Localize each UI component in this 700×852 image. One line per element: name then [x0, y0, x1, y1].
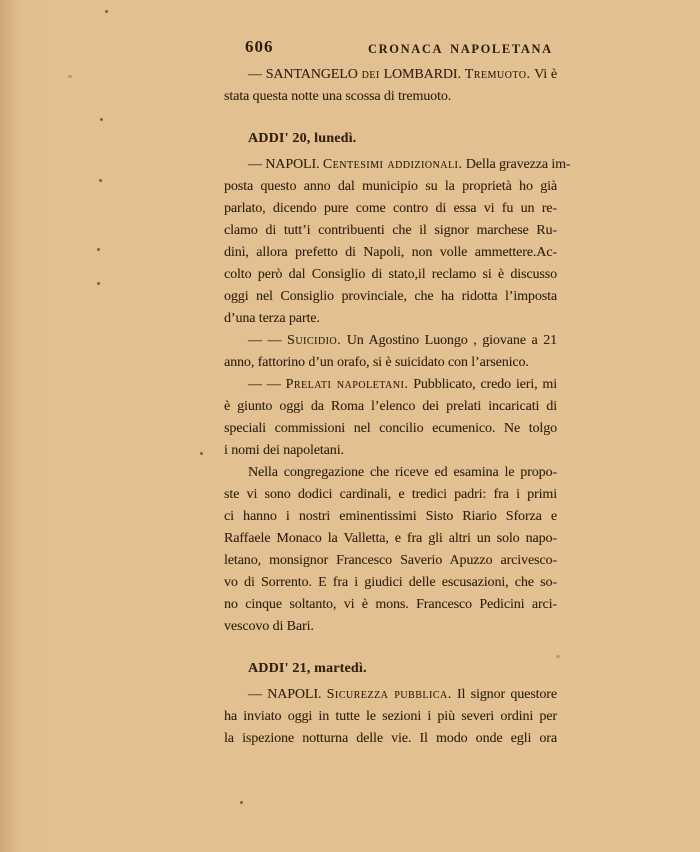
- text-line: vo di Sorrento. E fra i giudici delle escusazioni, che so-: [224, 575, 557, 590]
- date-heading-addi-21: ADDI' 21, martedì.: [248, 661, 367, 676]
- paragraph-prelati-napoletani: [224, 374, 557, 462]
- text-line: parlato, dicendo pure come contro di essa vi fu un re-: [224, 201, 557, 216]
- paragraph-congregazione: [224, 462, 557, 638]
- text-line: Nella congregazione che riceve ed esamina le propo-: [248, 465, 557, 480]
- text-segment: Della gravezza im-: [462, 157, 571, 172]
- text-line: [224, 154, 571, 176]
- paper-speck: [240, 801, 243, 804]
- paper-speck: [97, 248, 100, 251]
- text-line: no cinque soltanto, vi è mons. Francesco Pedicini arci-: [224, 597, 557, 612]
- date-heading-addi-20: ADDI' 20, lunedì.: [248, 131, 357, 146]
- text-line: vescovo di Bari.: [224, 619, 314, 634]
- page-number: 606: [245, 37, 274, 56]
- paper-speck: [97, 282, 100, 285]
- text-segment: LOMBARDI.: [379, 67, 465, 82]
- paragraph-napoli-sicurezza: [224, 684, 557, 750]
- paper-speck: [105, 10, 108, 13]
- text-segment: — —: [248, 333, 288, 348]
- text-line: la ispezione notturna delle vie. Il modo onde egli ora: [224, 731, 557, 746]
- text-segment: — —: [248, 377, 286, 392]
- text-segment: — SANTANGELO: [248, 67, 362, 82]
- text-segment: Vi è: [530, 67, 558, 82]
- text-line: i nomi dei napoletani.: [224, 443, 344, 458]
- paragraph-suicidio: [224, 330, 557, 374]
- text-line: d’una terza parte.: [224, 311, 320, 326]
- running-title: CRONACA NAPOLETANA: [368, 42, 553, 56]
- text-line: ha inviato oggi in tutte le sezioni i più severi ordini per: [224, 709, 557, 724]
- text-column: [224, 64, 571, 750]
- text-line: [224, 330, 557, 352]
- text-segment: — NAPOLI.: [248, 157, 323, 172]
- text-line: [224, 64, 557, 86]
- text-segment: Un Agostino Luongo , giovane a 21: [341, 333, 557, 348]
- text-line: speciali commissioni nel concilio ecumenico. Ne tolgo: [224, 421, 557, 436]
- text-line: anno, fattorino d’un orafo, si è suicidato con l’arsenico.: [224, 355, 529, 370]
- paper-speck: [99, 179, 102, 182]
- text-line: oggi nel Consiglio provinciale, che ha ridotta l’imposta: [224, 289, 557, 304]
- text-segment-smallcaps: Centesimi addizionali.: [322, 157, 463, 172]
- text-line: [224, 684, 557, 706]
- paragraph-napoli-centesimi: [224, 154, 571, 330]
- text-line: colto però dal Consiglio di stato,il reclamo si è discusso: [224, 267, 557, 282]
- paper-speck: [100, 118, 103, 121]
- paper-speck: [556, 655, 560, 658]
- text-segment-smallcaps: dei: [361, 67, 380, 82]
- text-line: clamo di tutt’i contribuenti che il signor marchese Ru-: [224, 223, 557, 238]
- text-segment: — NAPOLI.: [248, 687, 327, 702]
- paragraph-santangelo-tremuoto: [224, 64, 557, 108]
- text-line: stata questa notte una scossa di tremuoto.: [224, 89, 452, 104]
- paper-speck: [68, 75, 72, 78]
- text-segment-smallcaps: Suicidio.: [287, 333, 342, 348]
- text-line: ste vi sono dodici cardinali, e tredici padri: fra i primi: [224, 487, 557, 502]
- text-segment-smallcaps: Sicurezza pubblica.: [326, 687, 452, 702]
- text-line: è giunto oggi da Roma l’elenco dei prelati incaricati di: [224, 399, 557, 414]
- text-line: Raffaele Monaco la Valletta, e fra gli altri un solo napo-: [224, 531, 557, 546]
- text-segment: Pubblicato, credo ieri, mi: [408, 377, 557, 392]
- text-line: ci hanno i nostri eminentissimi Sisto Riario Sforza e: [224, 509, 557, 524]
- paper-speck: [200, 452, 203, 455]
- text-line: dinì, allora prefetto di Napoli, non volle ammettere.Ac-: [224, 245, 557, 260]
- text-line: [224, 374, 557, 396]
- text-segment: Il signor questore: [451, 687, 557, 702]
- text-segment-smallcaps: Prelati napoletani.: [285, 377, 409, 392]
- text-line: posta questo anno dal municipio su la proprietà ho già: [224, 179, 557, 194]
- text-line: letano, monsignor Francesco Saverio Apuzzo arcivesco-: [224, 553, 557, 568]
- text-segment-smallcaps: Tremuoto.: [464, 67, 531, 82]
